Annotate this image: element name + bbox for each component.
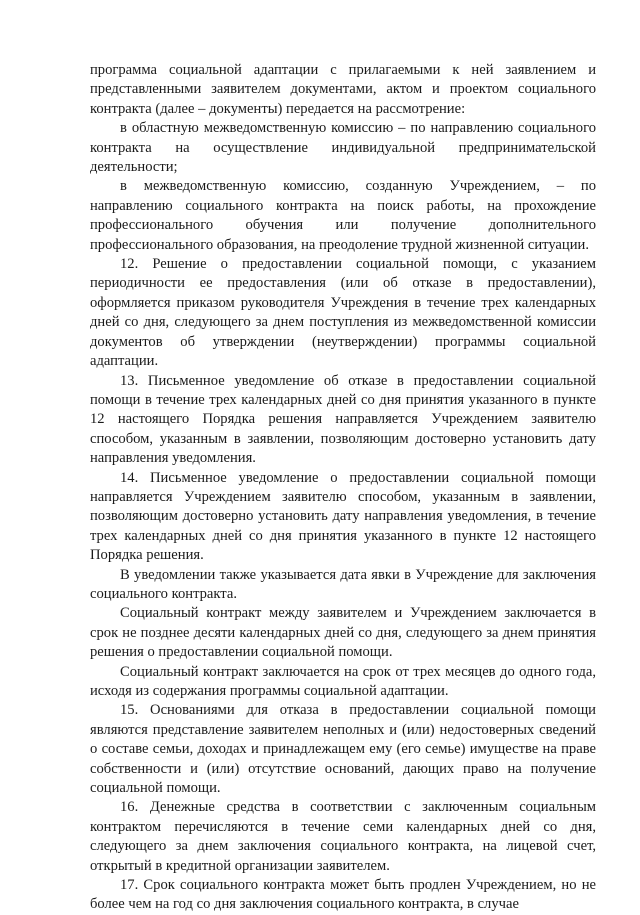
paragraph-contract-deadline: Социальный контракт между заявителем и Учреждением заключается в срок не позднее десяти календарных дней со дня, следующего за днем принятия решения о предоставлении социальной помощи. — [90, 605, 596, 661]
paragraph-commission-transfer: программа социальной адаптации с прилагаемыми к ней заявлением и представленными заявителем документами, актом и проектом социального контракта (далее – документы) передается на рассмотрение: — [90, 62, 596, 117]
paragraph-institution-commission: в межведомственную комиссию, созданную Учреждением, – по направлению социального контракта на поиск работы, на прохождение профессионального обучения или получение дополнительного профессионального образования, на преодоление трудной жизненной ситуации. — [90, 178, 596, 253]
paragraph-item-14: 14. Письменное уведомление о предоставлении социальной помощи направляется Учреждением заявителю способом, указанным в заявлении, позволяющим достоверно установить дату направления уведомления, в течение трех календарных дней со дня принятия указанного в пункте 12 настоящего Порядка решения. — [90, 469, 596, 564]
paragraph-item-16: 16. Денежные средства в соответствии с заключенным социальным контрактом перечисляются в течение семи календарных дней со дня, следующего за днем заключения социального контракта, на лицевой счет, открытый в кредитной организации заявителем. — [90, 799, 596, 874]
paragraph-item-13: 13. Письменное уведомление об отказе в предоставлении социальной помощи в течение трех календарных дней со дня принятия указанного в пункте 12 настоящего Порядка решения направляется Учреждением заявителю способом, указанным в заявлении, позволяющим достоверно установить дату направления уведомления. — [90, 372, 596, 467]
paragraph-item-15: 15. Основаниями для отказа в предоставлении социальной помощи являются представление заявителем неполных и (или) недостоверных сведений о составе семьи, доходах и принадлежащем ему (его семье) имуществе на праве собственности и (или) отсутствие оснований, дающих право на получение социальной помощи. — [90, 702, 596, 797]
paragraph-item-12: 12. Решение о предоставлении социальной помощи, с указанием периодичности ее предоставления (или об отказе в предоставлении), оформляется приказом руководителя Учреждения в течение трех календарных дней со дня, следующего за днем поступления из межведомственной комиссии документов об утверждении (неутверждении) программы социальной адаптации. — [90, 256, 596, 370]
document-body — [90, 61, 596, 915]
paragraph-contract-term: Социальный контракт заключается на срок от трех месяцев до одного года, исходя из содержания программы социальной адаптации. — [90, 663, 596, 699]
paragraph-regional-commission: в областную межведомственную комиссию – по направлению социального контракта на осуществление индивидуальной предпринимательской деятельности; — [90, 120, 596, 176]
paragraph-appearance-date: В уведомлении также указывается дата явки в Учреждение для заключения социального контракта. — [90, 566, 596, 602]
paragraph-item-17: 17. Срок социального контракта может быть продлен Учреждением, но не более чем на год со дня заключения социального контракта, в случае — [90, 877, 596, 913]
